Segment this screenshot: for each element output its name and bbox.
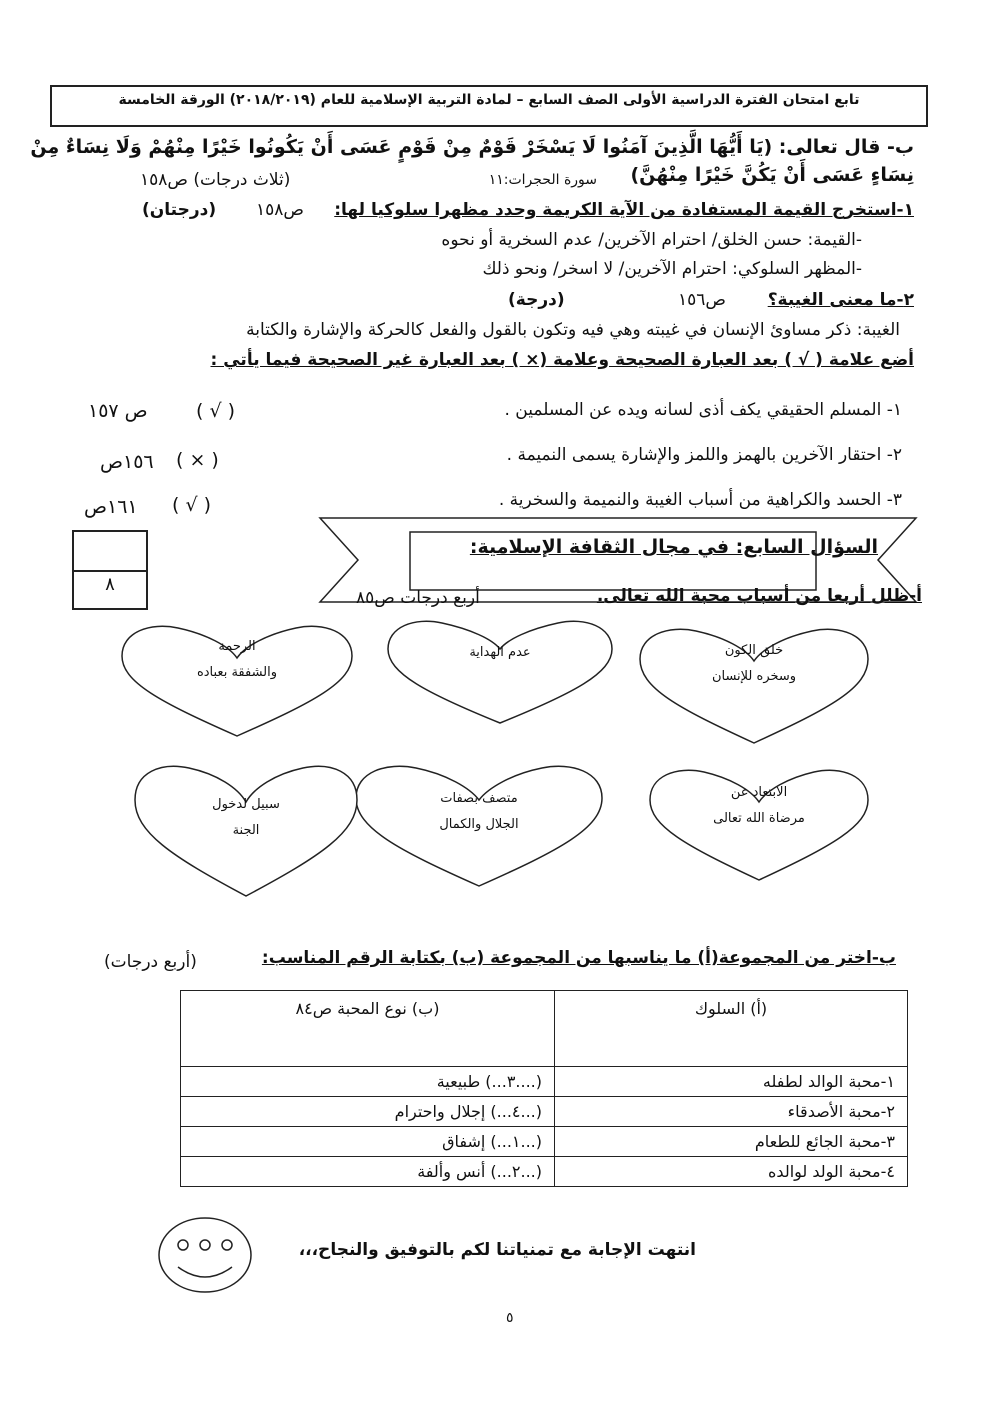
score-box bbox=[72, 530, 148, 610]
row-1-b[interactable]: (....٣...) طبيعية bbox=[181, 1067, 555, 1097]
q7-part-a: أ-ظلل أربعا من أسباب محبة الله تعالى. bbox=[596, 586, 922, 606]
exam-header: تابع امتحان الفترة الدراسية الأولى الصف السابع – لمادة التربية الإسلامية للعام (٢٠١٨/٢٠١٩) الورقة الخامسة bbox=[118, 92, 860, 108]
heart-4-text bbox=[668, 780, 850, 832]
row-4-a: ٤-محبة الولد لوالده bbox=[555, 1157, 908, 1187]
tf-ref-3: ١٦١ص bbox=[84, 496, 138, 518]
verse-intro: ب- قال تعالى: (يَا أَيُّهَا الَّذِينَ آمَنُوا لَا يَسْخَرْ قَوْمٌ مِنْ قَوْمٍ عَسَى أَنْ يَكُونُوا خَيْرًا مِنْهُمْ وَلَا نِسَاءٌ مِنْ bbox=[30, 136, 914, 158]
tf-item-1: ١- المسلم الحقيقي يكف أذى لسانه ويده عن المسلمين . bbox=[504, 400, 902, 420]
tf-item-3: ٣- الحسد والكراهية من أسباب الغيبة والنميمة والسخرية . bbox=[498, 490, 902, 510]
footer-message: انتهت الإجابة مع تمنياتنا لكم بالتوفيق والنجاح،،، bbox=[298, 1240, 696, 1260]
heart-1-line2: وسخره للإنسان bbox=[711, 669, 797, 684]
tf-ref-2: ١٥٦ص bbox=[100, 451, 154, 473]
row-3-b[interactable]: (...١...) إشفاق bbox=[181, 1127, 555, 1157]
verse-marks: (ثلاث درجات) ص١٥٨ bbox=[140, 170, 291, 190]
table-row bbox=[181, 1157, 908, 1187]
heart-6-line1: سبيل لدخول bbox=[212, 797, 280, 812]
heart-5-line1: متصف بصفات bbox=[440, 791, 518, 806]
row-1-a: ١-محبة الوالد لطفله bbox=[555, 1067, 908, 1097]
verse-line2: نِسَاءٍ عَسَى أَنْ يَكُنَّ خَيْرًا مِنْهُنَّ) bbox=[630, 164, 914, 186]
heart-2-text bbox=[406, 640, 594, 666]
tf-answer-1: ( √ ) bbox=[196, 400, 236, 422]
table-row bbox=[181, 1097, 908, 1127]
q1-text: ١-استخرج القيمة المستفادة من الآية الكريمة وحدد مظهرا سلوكيا لها: bbox=[334, 200, 914, 220]
heart-6-text bbox=[153, 792, 339, 844]
heart-1-text bbox=[658, 638, 850, 690]
q7-part-a-marks: أربع درجات ص٨٥ bbox=[356, 588, 480, 608]
q7-part-b: ب-اختر من المجموعة(أ) ما يناسبها من المجموعة (ب) بكتابة الرقم المناسب: bbox=[261, 948, 896, 968]
col-b-header: (ب) نوع المحبة ص٨٤ bbox=[181, 991, 555, 1067]
q2-ref: ص١٥٦ bbox=[678, 290, 726, 310]
q7-part-b-marks: (أربع درجات) bbox=[104, 952, 197, 972]
heart-3-line1: الرحمة bbox=[218, 639, 256, 654]
row-3-a: ٣-محبة الجائع للطعام bbox=[555, 1127, 908, 1157]
table-header-row bbox=[181, 991, 908, 1067]
q7-title: السؤال السابع: في مجال الثقافة الإسلامية: bbox=[469, 536, 878, 558]
row-2-b[interactable]: (...٤...) إجلال واحترام bbox=[181, 1097, 555, 1127]
heart-3-line2: والشفقة بعباده bbox=[196, 665, 278, 680]
tf-answer-3: ( √ ) bbox=[172, 494, 212, 516]
row-2-a: ٢-محبة الأصدقاء bbox=[555, 1097, 908, 1127]
heart-3-text bbox=[140, 634, 334, 686]
row-4-b[interactable]: (...٢...) أنس وألفة bbox=[181, 1157, 555, 1187]
tf-ref-1: ص ١٥٧ bbox=[88, 400, 148, 422]
col-a-header: (أ) السلوك bbox=[555, 991, 908, 1067]
table-row bbox=[181, 1127, 908, 1157]
q1-value: -القيمة: حسن الخلق/ احترام الآخرين/ عدم السخرية أو نحوه bbox=[441, 230, 862, 250]
q2-text: ٢-ما معنى الغيبة؟ bbox=[767, 290, 914, 310]
tf-answer-2: ( × ) bbox=[176, 449, 219, 471]
heart-shape-2[interactable] bbox=[386, 615, 614, 727]
smiley-icon bbox=[156, 1215, 254, 1295]
tf-item-2: ٢- احتقار الآخرين بالهمز واللمز والإشارة يسمى النميمة . bbox=[506, 445, 902, 465]
heart-4-line2: مرضاة الله تعالى bbox=[713, 811, 805, 826]
q1-behavior: -المظهر السلوكي: احترام الآخرين/ لا اسخر/ ونحو ذلك bbox=[482, 259, 862, 279]
heart-2-line1: عدم الهداية bbox=[469, 645, 531, 660]
page-number: ٥ bbox=[506, 1310, 514, 1326]
heart-5-text bbox=[374, 786, 584, 838]
q1-marks: (درجتان) bbox=[142, 200, 217, 220]
heart-4-line1: الابتعاد عن bbox=[730, 785, 788, 800]
matching-table bbox=[180, 990, 908, 1187]
tf-title: أضع علامة ( √ ) بعد العبارة الصحيحة وعلامة (× ) بعد العبارة غير الصحيحة فيما يأتي : bbox=[210, 350, 914, 370]
heart-6-line2: الجنة bbox=[232, 823, 260, 838]
q2-marks: (درجة) bbox=[508, 290, 565, 310]
table-row bbox=[181, 1067, 908, 1097]
heart-1-line1: خلق الكون bbox=[724, 643, 784, 658]
q1-ref: ص١٥٨ bbox=[256, 200, 304, 220]
surah-ref: سورة الحجرات:١١ bbox=[488, 172, 597, 188]
score-value: ٨ bbox=[105, 574, 115, 595]
heart-5-line2: الجلال والكمال bbox=[439, 817, 519, 832]
q2-answer: الغيبة: ذكر مساوئ الإنسان في غيبته وهي فيه وتكون بالقول والفعل كالحركة والإشارة والكتابة bbox=[246, 320, 900, 340]
